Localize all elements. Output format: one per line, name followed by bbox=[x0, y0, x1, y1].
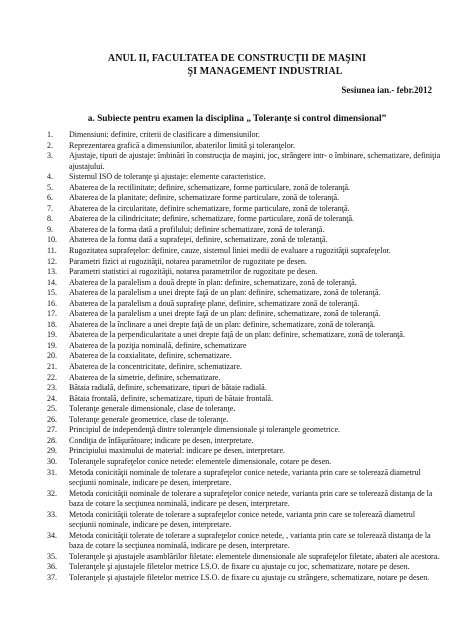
list-item bbox=[47, 404, 441, 415]
item-text: Abaterea de la concentricitate, definire, schematizare. bbox=[69, 362, 242, 372]
list-item bbox=[47, 214, 441, 225]
item-text: Toleranţele suprafeţelor conice netede: elementele dimensionale, cotare pe desen. bbox=[69, 456, 332, 466]
list-item bbox=[47, 193, 441, 204]
item-text: Bătaia frontală, definire, schematizare, tipuri de bătaie frontală. bbox=[69, 393, 273, 403]
item-text: Toleranţele şi ajustajele filetelor metrice I.S.O. de fixare cu ajustaje cu joc, schematizare, notare pe desen. bbox=[69, 562, 410, 572]
item-text: Toleranţe generale dimensionale, clase de toleranţe. bbox=[69, 404, 236, 414]
list-item bbox=[47, 425, 441, 436]
item-number: 35. bbox=[47, 551, 58, 561]
item-number: 25. bbox=[47, 404, 58, 414]
item-text: Sistemul ISO de toleranţe şi ajustaje: elemente caracteristice. bbox=[69, 172, 266, 182]
item-number: 20. bbox=[47, 351, 58, 361]
item-number: 8. bbox=[47, 214, 54, 224]
item-number: 5. bbox=[47, 182, 54, 192]
list-item bbox=[47, 330, 441, 341]
list-item bbox=[47, 457, 441, 468]
item-number: 36. bbox=[47, 562, 58, 572]
item-number: 19. bbox=[47, 340, 58, 350]
item-text: Abaterea de la paralelism a unei drepte faţă de un plan: definire, schematizare, zonă de toleranţă. bbox=[69, 288, 381, 298]
list-item bbox=[47, 267, 441, 278]
item-number: 34. bbox=[47, 530, 58, 540]
list-item bbox=[47, 562, 441, 573]
list-item bbox=[47, 436, 441, 447]
exam-subtitle: a. Subiecte pentru examen la disciplina „ Toleranțe si control dimensional” bbox=[87, 114, 387, 124]
list-item bbox=[47, 552, 441, 563]
item-number: 29. bbox=[47, 446, 58, 456]
item-text: Metoda conicităţii tolerate de tolerare a suprafeţelor conice netede, varianta prin care se tolerează diametrul secţiunii nominale, indicare pe desen, interpretare. bbox=[69, 509, 416, 530]
faculty-title-line1: ANUL II, FACULTATEA DE CONSTRUCŢII DE MAŞINI bbox=[107, 53, 367, 64]
list-item bbox=[47, 341, 441, 352]
item-number: 21. bbox=[47, 362, 58, 372]
list-item bbox=[47, 394, 441, 405]
list-item bbox=[47, 351, 441, 362]
list-item bbox=[47, 299, 441, 310]
list-item bbox=[47, 446, 441, 457]
item-number: 14. bbox=[47, 277, 58, 287]
list-item bbox=[47, 489, 441, 510]
item-number: 33. bbox=[47, 509, 58, 519]
item-number: 11. bbox=[47, 246, 57, 256]
item-text: Abaterea de la circularitate, definire schematizare, forme particulare, zonă de toleranţă. bbox=[69, 203, 350, 213]
item-number: 28. bbox=[47, 435, 58, 445]
list-item bbox=[47, 320, 441, 331]
item-number: 9. bbox=[47, 224, 54, 234]
list-item bbox=[47, 531, 441, 552]
list-item bbox=[47, 288, 441, 299]
item-number: 12. bbox=[47, 256, 58, 266]
item-number: 2. bbox=[47, 140, 54, 150]
item-number: 22. bbox=[47, 372, 58, 382]
item-text: Abaterea de la paralelism a două drepte în plan: definire, schematizare, zonă de toleranţă. bbox=[69, 277, 357, 287]
item-number: 31. bbox=[47, 467, 58, 477]
list-item bbox=[47, 309, 441, 320]
item-text: Ajustaje, tipuri de ajustaje: îmbinări în construcţia de maşini, joc, strângere intr- o îmbinare, schematizare, definiţia ajustajului. bbox=[69, 151, 441, 171]
item-text: Principiului maximului de material: indicare pe desen, interpretare. bbox=[69, 446, 286, 456]
list-item bbox=[47, 573, 441, 584]
item-text: Abaterea de la poziţia nominală, definire, schematizare bbox=[69, 340, 247, 350]
faculty-title-line2: ŞI MANAGEMENT INDUSTRIAL bbox=[187, 66, 343, 77]
item-number: 16. bbox=[47, 298, 58, 308]
item-text: Principiul de independenţă dintre toleranţele dimensionale şi toleranţele geometrice. bbox=[69, 425, 341, 435]
list-item bbox=[47, 373, 441, 384]
item-number: 32. bbox=[47, 488, 58, 498]
item-text: Bătaia radială, definire, schematizare, tipuri de bătaie radială. bbox=[69, 383, 267, 393]
item-text: Reprezentarea grafică a dimensiunilor, abaterilor limită şi toleranţelor. bbox=[69, 140, 296, 150]
item-text: Abaterea de la simetrie, definire, schematizare. bbox=[69, 372, 221, 382]
item-text: Toleranţe generale geometrice, clase de toleranţe. bbox=[69, 414, 229, 424]
item-text: Toleranţele şi ajustajele filetelor metrice I.S.O. de fixare cu ajustaje cu strângere, schematizare, notare pe desen. bbox=[69, 572, 430, 582]
list-item bbox=[47, 257, 441, 268]
item-number: 18. bbox=[47, 319, 58, 329]
list-item bbox=[47, 225, 441, 236]
item-text: Rugozitatea suprafeţelor: definire, cauze, sistemul liniei medii de evaluare a rugozităţii suprafeţelor. bbox=[69, 246, 391, 256]
item-number: 17. bbox=[47, 309, 58, 319]
item-number: 10. bbox=[47, 235, 58, 245]
exam-topics-list bbox=[47, 130, 441, 584]
item-number: 15. bbox=[47, 288, 58, 298]
item-number: 19. bbox=[47, 330, 58, 340]
item-text: Abaterea de la paralelism a unei drepte faţă de un plan: definire, schematizare, zonă de toleranţă. bbox=[69, 309, 381, 319]
item-text: Abaterea de la forma dată a profilului; definire schematizare, zonă de toleranţă. bbox=[69, 224, 325, 234]
item-number: 27. bbox=[47, 425, 58, 435]
item-number: 23. bbox=[47, 383, 58, 393]
list-item bbox=[47, 383, 441, 394]
item-number: 6. bbox=[47, 193, 54, 203]
list-item bbox=[47, 362, 441, 373]
list-item bbox=[47, 130, 441, 141]
list-item bbox=[47, 278, 441, 289]
item-text: Abaterea de la planitate; definire, schematizare forme particulare, zonă de toleranţă. bbox=[69, 193, 340, 203]
item-text: Toleranţele şi ajustajele asamblărilor filetate: elementele dimensionale ale suprafeţelor filetate, abateri ale acestora. bbox=[69, 551, 440, 561]
item-text: Metoda conicităţii nominale de tolerare a suprafeţelor conice netede, varianta prin care se tolerează diametrul secţiunii nominale, indicare pe desen, interpretare. bbox=[69, 467, 421, 488]
list-item bbox=[47, 204, 441, 215]
session-label: Sesiunea ian.- febr.2012 bbox=[341, 85, 432, 95]
item-number: 30. bbox=[47, 456, 58, 466]
item-number: 26. bbox=[47, 414, 58, 424]
item-text: Abaterea de la rectilinitate; definire, schematizare, forme particulare, zonă de toleranţă. bbox=[69, 182, 351, 192]
item-number: 13. bbox=[47, 267, 58, 277]
item-number: 3. bbox=[47, 151, 54, 161]
item-text: Parametri statistici ai rugozităţii, notarea parametrilor de rugozitate pe desen. bbox=[69, 267, 318, 277]
list-item bbox=[47, 235, 441, 246]
list-item bbox=[47, 246, 441, 257]
item-text: Abaterea de la forma dată a suprafeţei, definire, schematizare, zonă de toleranţă. bbox=[69, 235, 328, 245]
item-text: Metoda conicităţii tolerate de tolerare a suprafeţelor conice netede, , varianta prin care se tolerează distanţa de la baza de cotare la secţiunea nominală, indicare pe desen, interpretare. bbox=[69, 530, 431, 551]
item-text: Abaterea de la paralelism a două suprafeţe plane, definire, schematizare zonă de toleranţă. bbox=[69, 298, 360, 308]
list-item bbox=[47, 510, 441, 531]
item-text: Dimensiuni: definire, criterii de clasificare a dimensiunilor. bbox=[69, 130, 260, 139]
list-item bbox=[47, 415, 441, 426]
item-number: 24. bbox=[47, 393, 58, 403]
list-item bbox=[47, 172, 441, 183]
list-item bbox=[47, 183, 441, 194]
item-text: Metoda conicităţii nominale de tolerare a suprafeţelor conice netede, varianta prin care se tolerează distanţa de la baza de cotare la secţiunea nominală, indicare pe desen, interpretare. bbox=[69, 488, 433, 509]
item-number: 37. bbox=[47, 572, 58, 582]
item-number: 7. bbox=[47, 203, 54, 213]
list-item bbox=[47, 141, 441, 152]
item-number: 4. bbox=[47, 172, 54, 182]
item-text: Abaterea de la coaxialitate, definire, schematizare. bbox=[69, 351, 232, 361]
item-text: Abaterea de la înclinare a unei drepte faţă de un plan: definire, schematizare, zonă de toleranţă. bbox=[69, 319, 376, 329]
list-item bbox=[47, 151, 441, 172]
item-number: 1. bbox=[47, 130, 54, 139]
list-item bbox=[47, 468, 441, 489]
item-text: Condiţia de înfăşurătoare; indicare pe desen, interpretare. bbox=[69, 435, 254, 445]
item-text: Parametri fizici ai rugozităţii, notarea parametrilor de rugozitate pe desen. bbox=[69, 256, 307, 266]
item-text: Abaterea de la cilindricitate; definire, schematizare, forme particulare, zonă de toleranţă. bbox=[69, 214, 355, 224]
item-text: Abaterea de la perpendicularitate a unei drepte faţă de un plan: definire, schematizare, zonă de toleranţă. bbox=[69, 330, 406, 340]
